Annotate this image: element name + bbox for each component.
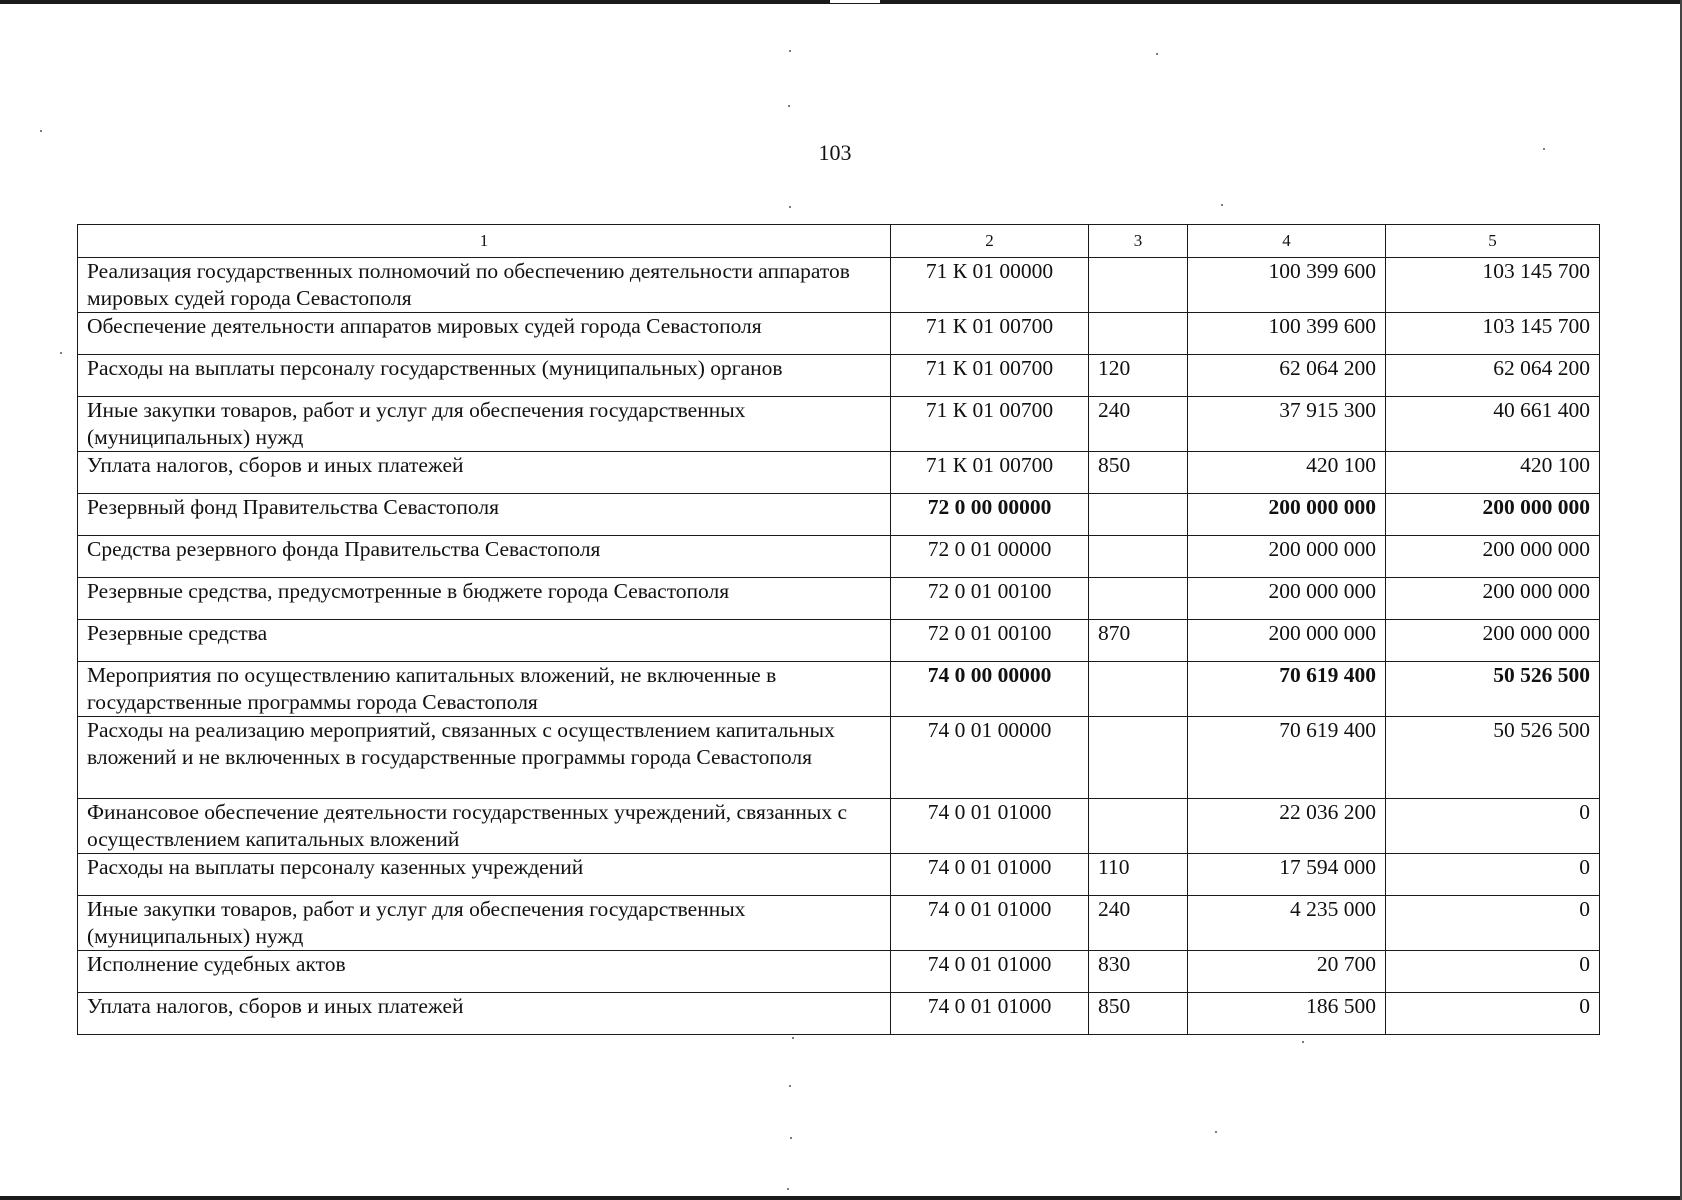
cell-amount-2: 200 000 000 <box>1386 536 1600 578</box>
budget-table <box>77 224 1600 1035</box>
cell-amount-2: 103 145 700 <box>1386 258 1600 313</box>
table-row <box>78 313 1600 355</box>
scan-bottom-border <box>0 1196 1682 1200</box>
scan-speck <box>787 1188 789 1190</box>
cell-amount-2: 50 526 500 <box>1386 662 1600 717</box>
cell-amount-1: 70 619 400 <box>1188 662 1386 717</box>
cell-name: Расходы на реализацию мероприятий, связанных с осуществлением капитальных вложений и не включенных в государственные программы города Севастополя <box>78 717 891 799</box>
cell-amount-2: 0 <box>1386 799 1600 854</box>
cell-name: Резервные средства, предусмотренные в бюджете города Севастополя <box>78 578 891 620</box>
column-header-amount-1: 4 <box>1188 225 1386 258</box>
cell-amount-1: 4 235 000 <box>1188 896 1386 951</box>
scan-top-border-gap <box>830 0 880 3</box>
cell-amount-2: 0 <box>1386 896 1600 951</box>
cell-name: Финансовое обеспечение деятельности государственных учреждений, связанных с осуществлением капитальных вложений <box>78 799 891 854</box>
page-number: 103 <box>818 140 852 165</box>
scan-speck <box>1543 148 1545 150</box>
cell-amount-2: 200 000 000 <box>1386 494 1600 536</box>
scan-speck <box>789 206 791 208</box>
cell-name: Исполнение судебных актов <box>78 951 891 993</box>
cell-code: 72 0 00 00000 <box>891 494 1089 536</box>
cell-type <box>1089 578 1188 620</box>
cell-amount-2: 103 145 700 <box>1386 313 1600 355</box>
cell-type <box>1089 536 1188 578</box>
cell-name: Расходы на выплаты персоналу казенных учреждений <box>78 854 891 896</box>
cell-amount-2: 50 526 500 <box>1386 717 1600 799</box>
cell-amount-2: 62 064 200 <box>1386 355 1600 397</box>
cell-amount-1: 17 594 000 <box>1188 854 1386 896</box>
cell-code: 74 0 01 01000 <box>891 993 1089 1035</box>
table-body <box>78 258 1600 1035</box>
cell-type: 240 <box>1089 896 1188 951</box>
table-row <box>78 578 1600 620</box>
cell-type: 120 <box>1089 355 1188 397</box>
cell-amount-2: 0 <box>1386 951 1600 993</box>
table-row <box>78 536 1600 578</box>
cell-code: 71 К 01 00000 <box>891 258 1089 313</box>
cell-code: 71 К 01 00700 <box>891 313 1089 355</box>
scan-speck <box>790 1137 792 1139</box>
cell-amount-1: 22 036 200 <box>1188 799 1386 854</box>
cell-code: 74 0 01 01000 <box>891 896 1089 951</box>
cell-type: 240 <box>1089 397 1188 452</box>
scan-speck <box>789 50 791 52</box>
cell-type: 110 <box>1089 854 1188 896</box>
cell-amount-2: 40 661 400 <box>1386 397 1600 452</box>
cell-amount-2: 0 <box>1386 993 1600 1035</box>
table-row <box>78 620 1600 662</box>
cell-type <box>1089 258 1188 313</box>
table-row <box>78 799 1600 854</box>
cell-amount-1: 70 619 400 <box>1188 717 1386 799</box>
scan-speck <box>1221 204 1223 206</box>
scan-speck <box>60 352 62 354</box>
scan-speck <box>792 1037 794 1039</box>
scan-speck <box>789 1085 791 1087</box>
cell-name: Уплата налогов, сборов и иных платежей <box>78 452 891 494</box>
cell-amount-1: 62 064 200 <box>1188 355 1386 397</box>
cell-code: 71 К 01 00700 <box>891 355 1089 397</box>
cell-name: Мероприятия по осуществлению капитальных вложений, не включенные в государственные программы города Севастополя <box>78 662 891 717</box>
cell-amount-2: 200 000 000 <box>1386 620 1600 662</box>
cell-type: 830 <box>1089 951 1188 993</box>
cell-code: 74 0 00 00000 <box>891 662 1089 717</box>
scan-speck <box>1156 53 1158 55</box>
scan-speck <box>40 130 42 132</box>
cell-type: 870 <box>1089 620 1188 662</box>
table-header-row <box>78 225 1600 258</box>
column-header-code: 2 <box>891 225 1089 258</box>
table-row <box>78 993 1600 1035</box>
cell-code: 72 0 01 00000 <box>891 536 1089 578</box>
cell-code: 72 0 01 00100 <box>891 620 1089 662</box>
cell-amount-1: 200 000 000 <box>1188 620 1386 662</box>
table-row <box>78 951 1600 993</box>
cell-amount-1: 100 399 600 <box>1188 258 1386 313</box>
cell-type <box>1089 717 1188 799</box>
cell-type <box>1089 799 1188 854</box>
table-row <box>78 717 1600 799</box>
cell-name: Расходы на выплаты персоналу государственных (муниципальных) органов <box>78 355 891 397</box>
scan-speck <box>1302 1041 1304 1043</box>
cell-type <box>1089 494 1188 536</box>
scan-speck <box>1215 1131 1217 1133</box>
table-row <box>78 452 1600 494</box>
cell-name: Иные закупки товаров, работ и услуг для обеспечения государственных (муниципальных) нужд <box>78 397 891 452</box>
cell-code: 71 К 01 00700 <box>891 397 1089 452</box>
cell-name: Обеспечение деятельности аппаратов мировых судей города Севастополя <box>78 313 891 355</box>
cell-name: Резервные средства <box>78 620 891 662</box>
cell-amount-1: 100 399 600 <box>1188 313 1386 355</box>
cell-code: 71 К 01 00700 <box>891 452 1089 494</box>
cell-amount-1: 186 500 <box>1188 993 1386 1035</box>
cell-code: 72 0 01 00100 <box>891 578 1089 620</box>
column-header-name: 1 <box>78 225 891 258</box>
cell-amount-2: 420 100 <box>1386 452 1600 494</box>
table-row <box>78 397 1600 452</box>
table-row <box>78 355 1600 397</box>
scan-speck <box>788 105 790 107</box>
cell-name: Средства резервного фонда Правительства Севастополя <box>78 536 891 578</box>
cell-type <box>1089 313 1188 355</box>
cell-type: 850 <box>1089 452 1188 494</box>
cell-name: Уплата налогов, сборов и иных платежей <box>78 993 891 1035</box>
cell-code: 74 0 01 01000 <box>891 951 1089 993</box>
cell-amount-1: 20 700 <box>1188 951 1386 993</box>
cell-amount-2: 200 000 000 <box>1386 578 1600 620</box>
cell-code: 74 0 01 01000 <box>891 799 1089 854</box>
cell-type: 850 <box>1089 993 1188 1035</box>
cell-amount-1: 420 100 <box>1188 452 1386 494</box>
cell-name: Резервный фонд Правительства Севастополя <box>78 494 891 536</box>
cell-code: 74 0 01 01000 <box>891 854 1089 896</box>
cell-amount-1: 200 000 000 <box>1188 536 1386 578</box>
cell-amount-2: 0 <box>1386 854 1600 896</box>
column-header-type: 3 <box>1089 225 1188 258</box>
column-header-amount-2: 5 <box>1386 225 1600 258</box>
cell-name: Реализация государственных полномочий по обеспечению деятельности аппаратов мировых судей города Севастополя <box>78 258 891 313</box>
cell-amount-1: 37 915 300 <box>1188 397 1386 452</box>
cell-code: 74 0 01 00000 <box>891 717 1089 799</box>
table-row <box>78 896 1600 951</box>
table-row <box>78 662 1600 717</box>
table-row <box>78 258 1600 313</box>
cell-type <box>1089 662 1188 717</box>
table-row <box>78 494 1600 536</box>
table-row <box>78 854 1600 896</box>
cell-amount-1: 200 000 000 <box>1188 494 1386 536</box>
cell-name: Иные закупки товаров, работ и услуг для обеспечения государственных (муниципальных) нужд <box>78 896 891 951</box>
cell-amount-1: 200 000 000 <box>1188 578 1386 620</box>
